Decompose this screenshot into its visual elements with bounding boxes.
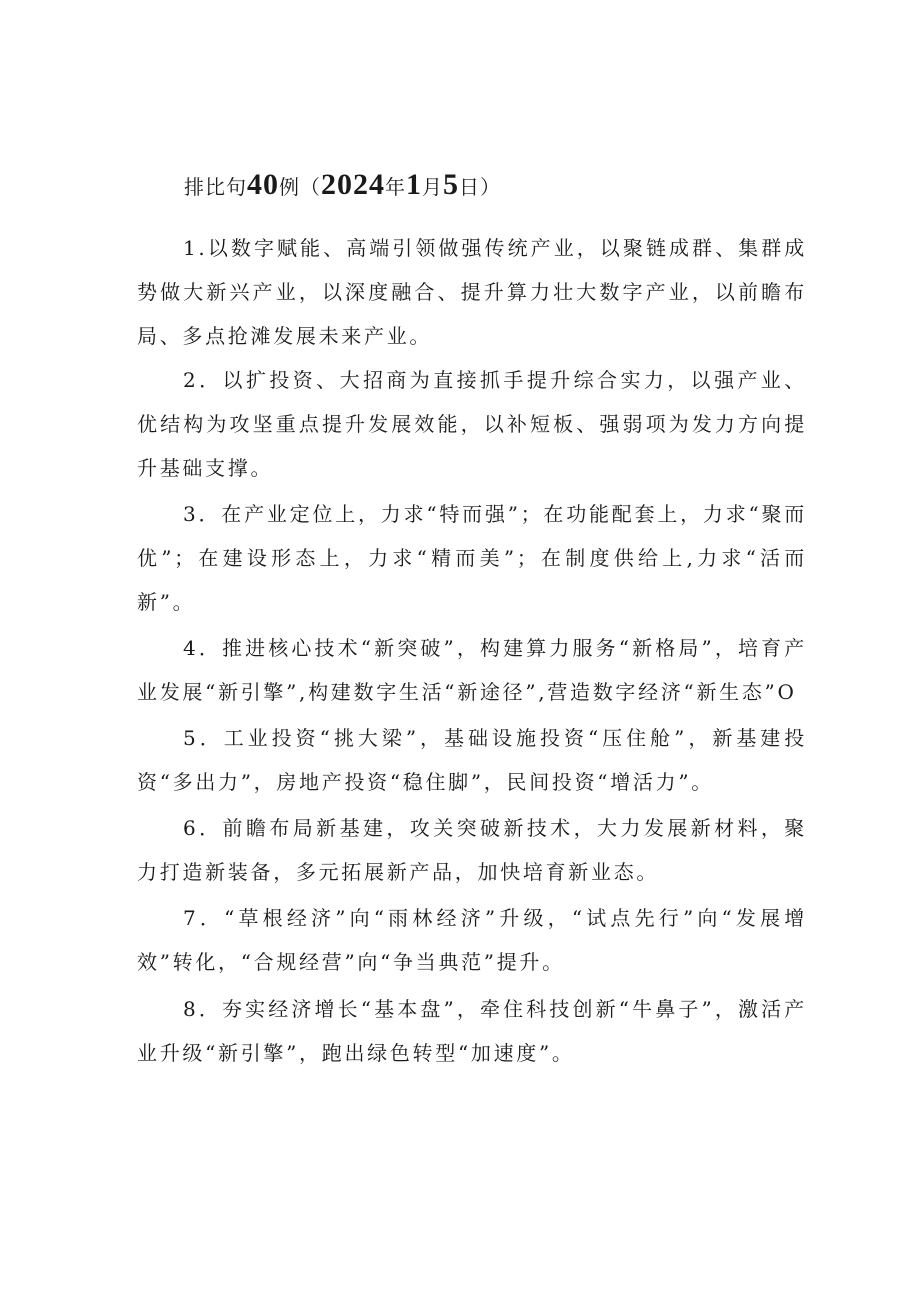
title-day: 5 — [443, 168, 459, 201]
paragraph-8: 8．夯实经济增长“基本盘”，牵住科技创新“牛鼻子”，激活产业升级“新引擎”，跑出绿色转型“加速度”。 — [137, 997, 807, 1065]
document-title — [184, 168, 501, 202]
paragraph-4: 4．推进核心技术“新突破”，构建算力服务“新格局”，培育产业发展“新引擎”,构建数字生活“新途径”,营造数字经济“新生态”O — [137, 636, 807, 704]
title-suffix: 日） — [459, 175, 501, 199]
title-month: 1 — [406, 168, 422, 201]
paragraph-2: 2．以扩投资、大招商为直接抓手提升综合实力，以强产业、优结构为攻坚重点提升发展效能，以补短板、强弱项为发力方向提升基础支撑。 — [137, 368, 807, 480]
paragraph-5: 5．工业投资“挑大梁”，基础设施投资“压住舱”，新基建投资“多出力”，房地产投资“稳住脚”，民间投资“增活力”。 — [137, 726, 807, 794]
paragraph-6: 6．前瞻布局新基建，攻关突破新技术，大力发展新材料，聚力打造新装备，多元拓展新产品，加快培育新业态。 — [137, 816, 807, 884]
title-year-unit: 年 — [385, 175, 406, 199]
title-year: 2024 — [321, 168, 385, 201]
paragraph-7: 7．“草根经济”向“雨林经济”升级，“试点先行”向“发展增效”转化，“合规经营”向“争当典范”提升。 — [137, 906, 807, 974]
title-mid: 例（ — [279, 175, 321, 199]
title-count: 40 — [247, 168, 279, 201]
paragraph-3: 3．在产业定位上，力求“特而强”；在功能配套上，力求“聚而优”；在建设形态上，力求“精而美”；在制度供给上,力求“活而新”。 — [137, 502, 807, 614]
title-month-unit: 月 — [422, 175, 443, 199]
title-prefix: 排比句 — [184, 175, 247, 199]
paragraph-1: 1.以数字赋能、高端引领做强传统产业，以聚链成群、集群成势做大新兴产业，以深度融合、提升算力壮大数字产业，以前瞻布局、多点抢滩发展未来产业。 — [137, 236, 807, 348]
